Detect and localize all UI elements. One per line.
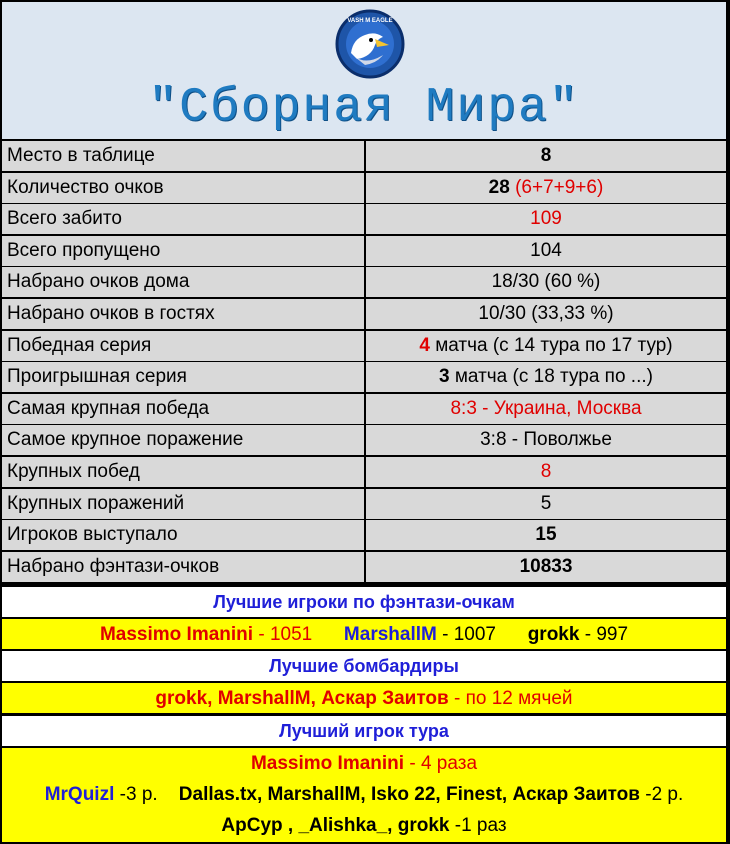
text-segment: -2 р.: [639, 784, 684, 805]
text-segment: - 997: [579, 624, 629, 645]
stats-row: [2, 362, 726, 392]
stats-row: [2, 299, 726, 329]
text-segment: 28: [488, 176, 510, 198]
text-segment: 18/30 (60 %): [491, 271, 601, 293]
fantasy-leaders: [2, 619, 726, 649]
stat-value: [366, 299, 726, 329]
stats-row: [2, 204, 726, 234]
text-segment: [312, 624, 344, 645]
stat-value: [366, 236, 726, 266]
fantasy-leaders-line: [2, 619, 726, 650]
fantasy-heading: Лучшие игроки по фэнтази-очкам: [213, 592, 515, 612]
text-segment: матча (с 18 тура по ...): [449, 366, 653, 388]
stat-label: Всего забито: [2, 204, 364, 234]
stat-value: [366, 394, 726, 424]
text-segment: -1 раз: [449, 815, 507, 836]
text-segment: 8:3 - Украина, Москва: [450, 397, 642, 419]
text-segment: MrQuizl: [44, 784, 115, 805]
tour-best-heading: Лучший игрок тура: [279, 721, 449, 741]
text-segment: 3:8 - Поволжье: [480, 429, 612, 451]
text-segment: 104: [530, 239, 562, 261]
text-segment: (6+7+9+6): [509, 176, 604, 198]
tour-best-line: [2, 779, 726, 810]
fantasy-heading-band: [2, 587, 726, 617]
page-title: "Сборная Мира": [148, 81, 580, 135]
stat-label: Игроков выступало: [2, 520, 364, 550]
logo-text: VASH M EAGLE: [347, 18, 393, 24]
text-segment: 8: [540, 461, 552, 482]
text-segment: 10/30 (33,33 %): [478, 303, 614, 324]
stat-value: [366, 331, 726, 361]
stat-value: [366, 362, 726, 392]
text-segment: - по 12 мячей: [448, 688, 573, 709]
stat-label: Набрано фэнтази-очков: [2, 552, 364, 582]
stat-label: Победная серия: [2, 331, 364, 361]
text-segment: -3 р.: [114, 784, 179, 805]
stat-value: [366, 457, 726, 487]
stats-row: [2, 173, 726, 203]
text-segment: ApCyp , _Alishka_, grokk: [221, 815, 450, 836]
stats-row: [2, 267, 726, 297]
top-scorers: [2, 683, 726, 713]
text-segment: 3: [439, 366, 450, 388]
text-segment: - 4 раза: [404, 753, 478, 774]
stat-value: [366, 489, 726, 519]
header: [2, 2, 726, 139]
text-segment: 109: [530, 208, 562, 230]
text-segment: 5: [540, 492, 552, 514]
stats-row: [2, 236, 726, 266]
stat-value: [366, 267, 726, 297]
stats-row: [2, 489, 726, 519]
stat-label: Самая крупная победа: [2, 394, 364, 424]
text-segment: grokk, MarshallM, Аскар Заитов: [155, 688, 449, 709]
text-segment: grokk: [527, 624, 580, 645]
stats-row: [2, 457, 726, 487]
text-segment: Massimo Imanini: [99, 624, 254, 645]
text-segment: 8: [540, 145, 552, 166]
stat-value: [366, 173, 726, 203]
tour-best-players: [2, 748, 726, 842]
text-segment: - 1007: [436, 624, 496, 645]
text-segment: - 1051: [253, 624, 313, 645]
eagle-emblem-icon: [331, 9, 409, 79]
stat-value: [366, 520, 726, 550]
tour-best-line: [2, 748, 726, 779]
tour-best-line: [2, 810, 726, 841]
stat-label: Крупных поражений: [2, 489, 364, 519]
scorers-heading-band: [2, 651, 726, 681]
stat-label: Проигрышная серия: [2, 362, 364, 392]
scorers-heading: Лучшие бомбардиры: [269, 656, 459, 676]
stat-label: Набрано очков в гостях: [2, 299, 364, 329]
stats-row: [2, 331, 726, 361]
text-segment: [496, 624, 528, 645]
text-segment: Massimo Imanini: [250, 753, 405, 774]
stat-label: Набрано очков дома: [2, 267, 364, 297]
stat-label: Количество очков: [2, 173, 364, 203]
text-segment: матча (с 14 тура по 17 тур): [429, 334, 673, 356]
stats-row: [2, 394, 726, 424]
stat-value: [366, 204, 726, 234]
stat-label: Всего пропущено: [2, 236, 364, 266]
stat-value: [366, 425, 726, 455]
stats-row: [2, 520, 726, 550]
tour-best-heading-band: [2, 716, 726, 746]
top-scorers-line: [2, 683, 726, 714]
text-segment: 4: [419, 334, 430, 356]
stat-value: [366, 552, 726, 582]
text-segment: Dallas.tx, MarshallM, Isko 22, Finest, Аскар Заитов: [178, 784, 640, 805]
text-segment: 15: [535, 524, 557, 546]
stat-label: Самое крупное поражение: [2, 425, 364, 455]
stat-label: Место в таблице: [2, 141, 364, 171]
text-segment: MarshallM: [343, 624, 437, 645]
stats-row: [2, 141, 726, 171]
stat-value: [366, 141, 726, 171]
stats-row: [2, 425, 726, 455]
text-segment: 10833: [519, 555, 573, 577]
stats-row: [2, 552, 726, 582]
stat-label: Крупных побед: [2, 457, 364, 487]
